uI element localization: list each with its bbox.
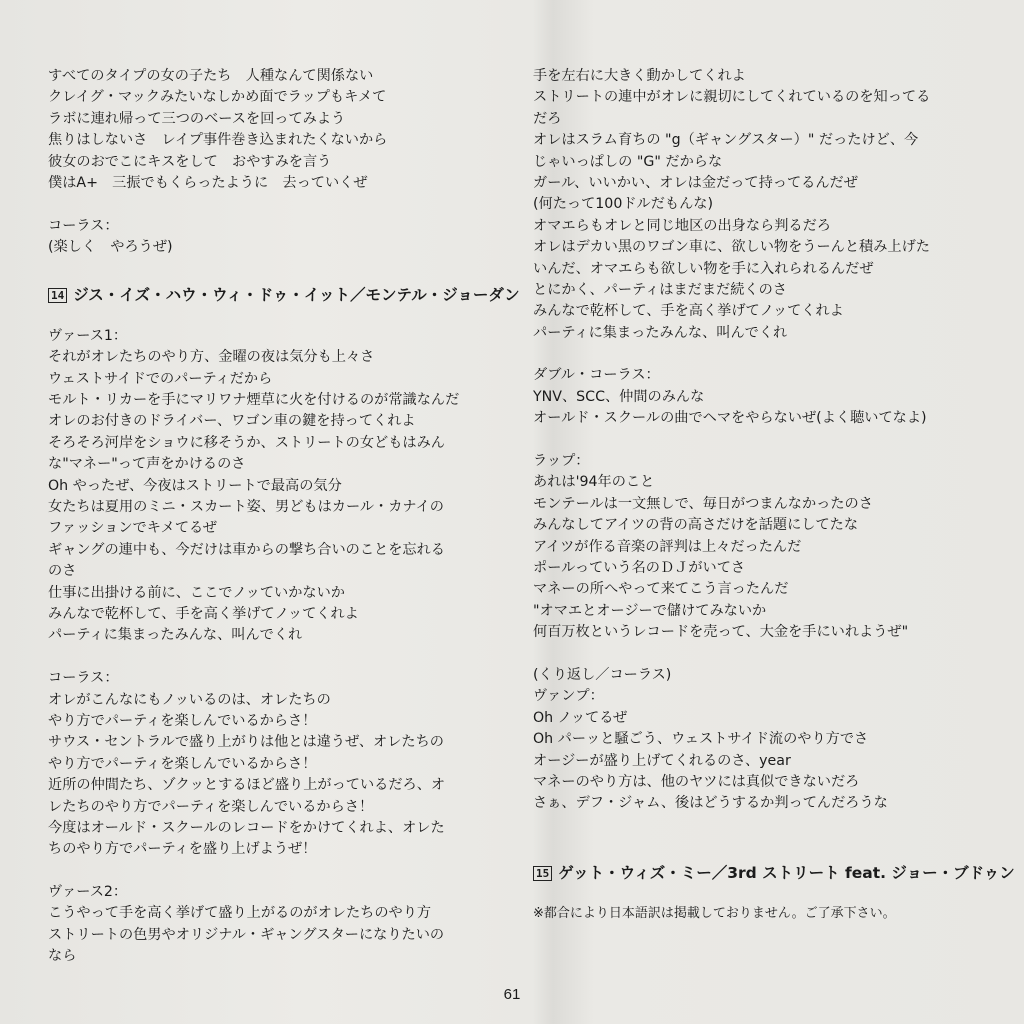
lyric-line: オージーが盛り上げてくれるのさ、year [533,752,791,769]
lyric-line: 何百万枚というレコードを売って、大金を手にいれようぜ" [533,624,909,641]
lyric-line: ストリートの連中がオレに親切にしてくれているのを知ってる [533,89,931,106]
left-column [48,66,520,968]
lyric-line: 焦りはしないさ レイプ事件巻き込まれたくないから [48,132,388,149]
lyric-line: "オマエとオージーで儲けてみないか [533,602,767,619]
section-label-vamp: ヴァンプ： [533,688,604,705]
lyric-line: あれは'94年のこと [533,474,655,491]
chorus2-lyrics [48,690,496,861]
lyric-line: マネーのやり方は、他のヤツには真似できないだろ [533,773,860,790]
lyric-line: だろ [533,110,562,127]
translation-omitted-note: ※都合により日本語訳は掲載しておりません。ご了承下さい。 [533,906,896,922]
lyric-line: 僕はA+ 三振でもくらったように 去っていくぜ [48,174,368,191]
lyric-line: ギャングの連中も、今だけは車からの撃ち合いのことを忘れる [48,541,445,558]
lyric-line: とにかく、パーティはまだまだ続くのさ [533,281,787,298]
lyric-line: パーティに集まったみんな、叫んでくれ [48,627,303,644]
lyric-line: モルト・リカーを手にマリワナ煙草に火を付けるのが常識なんだ [48,392,460,409]
lyric-line: サウス・セントラルで盛り上がりは他とは違うぜ、オレたちの [48,734,444,751]
lyric-line: みんなで乾杯して、手を高く挙げてノッてくれよ [533,303,844,320]
right-column [533,66,1015,925]
lyric-line: Oh ノッてるぜ [533,709,628,726]
section-label-verse2: ヴァース2： [48,884,128,901]
section-label-rap: ラップ： [533,453,590,470]
lyric-line: オールド・スクールの曲でヘマをやらないぜ(よく聴いてなよ) [533,410,927,427]
track-title: ジス・イズ・ハウ・ウィ・ドゥ・イット／モンテル・ジョーダン [73,286,520,305]
lyric-line: アイツが作る音楽の評判は上々だったんだ [533,538,802,555]
lyric-line: やり方でパーティを楽しんでいるからさ！ [48,712,317,729]
vamp-lyrics [533,708,985,815]
lyric-line: じゃいっぱしの "G" だからな [533,153,723,170]
lyric-line: ストリートの色男やオリジナル・ギャングスターになりたいの [48,926,445,943]
section-label-double-chorus: ダブル・コーラス： [533,367,660,384]
lyric-line: のさ [48,563,77,580]
lyric-line: ファッションでキメてるぜ [48,520,217,537]
lyric-line: 仕事に出掛ける前に、ここでノッていかないか [48,584,345,601]
section-label-chorus: コーラス： [48,670,119,687]
lyric-line: すべてのタイプの女の子たち 人種なんて関係ない [48,68,374,84]
lyric-line: 手を左右に大きく動かしてくれよ [533,68,746,84]
lyric-line: (何たって100ドルだもんな) [533,196,714,213]
lyric-line: 今度はオールド・スクールのレコードをかけてくれよ、オレた [48,819,445,836]
lyric-line: さぁ、デフ・ジャム、後はどうするか判ってんだろうな [533,795,888,812]
lyric-line: 彼女のおでこにキスをして おやすみを言う [48,153,332,170]
lyric-line: オマエらもオレと同じ地区の出身なら判るだろ [533,217,831,234]
lyric-line: マネーの所へやって来てこう言ったんだ [533,581,789,598]
track-number-badge: 14 [48,288,67,303]
lyric-line: ちのやり方でパーティを盛り上げようぜ！ [48,841,317,858]
verse2-lyrics [48,903,496,967]
lyric-line: いんだ、オマエらも欲しい物を手に入れられるんだぜ [533,260,874,277]
lyric-line: みんなで乾杯して、手を高く挙げてノッてくれよ [48,605,359,622]
rap-lyrics [533,472,985,643]
lyric-line: オレがこんなにもノッいるのは、オレたちの [48,691,331,708]
track-number-badge: 15 [533,866,552,881]
lyric-line: ガール、いいかい、オレは金だって持ってるんだぜ [533,174,858,191]
section-label-verse1: ヴァース1： [48,327,128,344]
lyric-line: ポールっていう名のＤＪがいてさ [533,559,746,576]
track-title: ゲット・ウィズ・ミー／3rd ストリート feat. ジョー・ブドゥン [558,863,1015,882]
section-label-chorus: コーラス： [48,217,119,234]
lyric-line: な"マネー"って声をかけるのさ [48,456,246,473]
lyric-line: ラボに連れ帰って三つのベースを回ってみよう [48,110,346,127]
lyric-line: レたちのやり方でパーティを楽しんでいるからさ！ [48,798,374,815]
lyric-line: クレイグ・マックみたいなしかめ面でラップもキメて [48,89,387,106]
lyric-line: なら [48,948,77,965]
lyric-line: 近所の仲間たち、ゾクッとするほど盛り上がっているだろ、オ [48,777,446,794]
lyric-line: モンテールは一文無しで、毎日がつまんなかったのさ [533,495,873,512]
page-number: 61 [503,986,521,1003]
intro-lyrics [48,66,496,194]
lyric-line: オレはスラム育ちの "g（ギャングスター）" だったけど、今 [533,132,919,149]
lyric-line: ウェストサイドでのパーティだから [48,370,273,387]
lyric-line: こうやって手を高く挙げて盛り上がるのがオレたちのやり方 [48,905,432,922]
lyric-line: Oh やったぜ、今夜はストリートで最高の気分 [48,477,342,494]
repeat-chorus-label: (くり返し／コーラス) [533,666,672,683]
lyric-line: Oh パーッと騒ごう、ウェストサイド流のやり方でさ [533,731,869,748]
track-heading-14 [48,282,520,310]
lyric-line: そろそろ河岸をショウに移そうか、ストリートの女どもはみん [48,434,445,451]
lyric-line: やり方でパーティを楽しんでいるからさ！ [48,755,317,772]
lyric-line: パーティに集まったみんな、叫んでくれ [533,324,788,341]
lyric-line: オレのお付きのドライバー、ワゴン車の鍵を持ってくれよ [48,413,416,430]
continued-lyrics [533,66,985,344]
lyric-line: 女たちは夏用のミニ・スカート姿、男どもはカール・カナイの [48,499,444,516]
lyric-line: (楽しく やろうぜ) [48,239,173,256]
lyric-line: オレはデカい黒のワゴン車に、欲しい物をうーんと積み上げた [533,239,930,256]
lyric-line: それがオレたちのやり方、金曜の夜は気分も上々さ [48,349,375,366]
track-heading-15 [533,859,1015,887]
lyric-line: みんなしてアイツの背の高さだけを話題にしてたな [533,517,859,534]
lyric-line: YNV、SCC、仲間のみんな [533,388,705,405]
verse1-lyrics [48,347,496,646]
